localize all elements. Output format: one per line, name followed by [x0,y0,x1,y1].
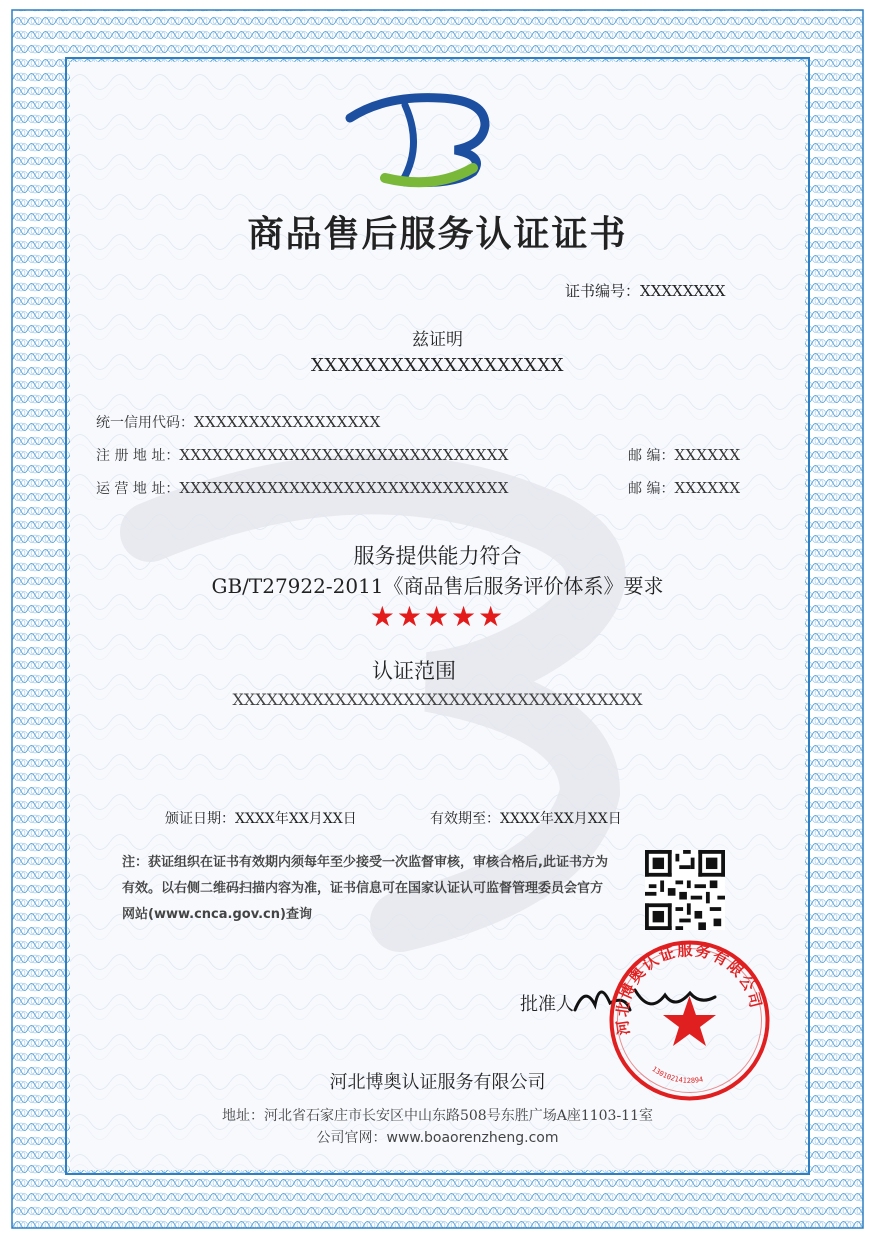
star-icon: ★ [423,600,452,633]
operating-address-row [96,478,509,498]
conformity-line-2: GB/T27922-2011《商品售后服务评价体系》要求 [211,574,664,598]
company-logo [345,90,495,190]
credit-code-row [96,412,381,432]
registered-zip-label: 邮 编： [628,448,675,464]
scope-label: 认证范围 [372,659,456,683]
registered-address-label: 注 册 地 址： [96,448,180,464]
issue-date-label: 颁证日期： [165,811,235,827]
svg-text:河北博奥认证服务有限公司: 河北博奥认证服务有限公司 [613,941,766,1037]
issuer-website[interactable]: 公司官网：www.boaorenzheng.com [316,1130,559,1146]
registered-zip-value: XXXXXX [674,446,741,464]
issuer-name: 河北博奥认证服务有限公司 [329,1072,546,1093]
star-icon: ★ [369,600,397,633]
svg-text:1301021412894: 1301021412894 [650,1065,704,1085]
star-rating [0,600,875,633]
approver-label: 批准人 [520,994,574,1015]
registered-address-value: XXXXXXXXXXXXXXXXXXXXXXXXXXXXXX [179,446,509,464]
certificate-number [565,280,725,301]
organization-name: XXXXXXXXXXXXXXXXXXX [311,355,564,376]
valid-until-label: 有效期至： [430,811,500,827]
credit-code-value: XXXXXXXXXXXXXXXXX [194,413,381,431]
operating-address-label: 运 营 地 址： [96,481,180,497]
conformity-line-1: 服务提供能力符合 [353,544,522,568]
hereby-label: 兹证明 [412,330,463,350]
valid-until-row [430,808,622,828]
issue-date-value: XXXX年XX月XX日 [235,811,357,827]
registered-zip-row [628,445,740,465]
operating-zip-label: 邮 编： [628,481,675,497]
credit-code-label: 统一信用代码： [96,415,194,431]
operating-zip-value: XXXXXX [674,479,741,497]
certificate-title: 商品售后服务认证证书 [247,214,628,255]
certificate-number-label: 证书编号： [565,282,641,300]
qr-code[interactable] [645,850,725,930]
issue-date-row [165,808,357,828]
operating-zip-row [628,478,740,498]
certificate-number-value: XXXXXXXX [640,282,726,300]
star-icon: ★ [478,600,506,633]
operating-address-value: XXXXXXXXXXXXXXXXXXXXXXXXXXXXXX [179,479,509,497]
issuer-address: 地址：河北省石家庄市长安区中山东路508号东胜广场A座1103-11室 [221,1108,653,1124]
star-icon: ★ [396,600,424,633]
star-icon: ★ [451,600,479,633]
certificate-note: 注：获证组织在证书有效期内须每年至少接受一次监督审核，审核合格后,此证书方为有效。以右侧二维码扫描内容为准，证书信息可在国家认证认可监督管理委员会官方网站(www.cnca.gov.cn)查询 [122,855,608,922]
valid-until-value: XXXX年XX月XX日 [500,811,622,827]
registered-address-row [96,445,509,465]
scope-value: XXXXXXXXXXXXXXXXXXXXXXXXXXXXXXXXXXXX [232,690,643,709]
